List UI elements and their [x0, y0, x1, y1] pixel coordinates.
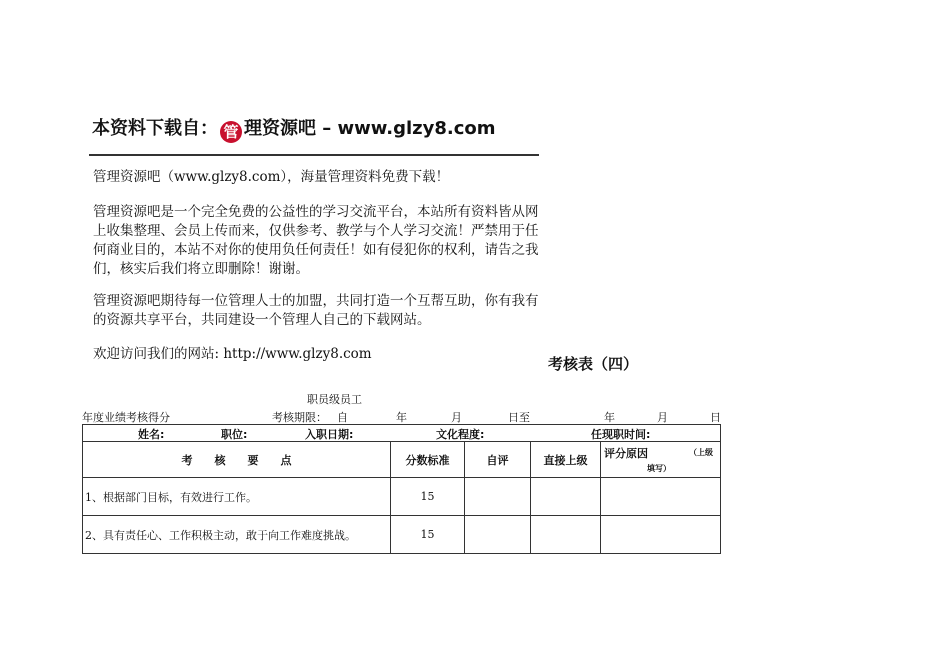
banner-prefix: 本资料下载自：	[92, 118, 218, 139]
score-standard-cell: 15	[391, 516, 465, 554]
period-month1: 月	[451, 411, 462, 424]
criterion-cell: 2、具有责任心、工作积极主动，敢于向工作难度挑战。	[83, 516, 391, 554]
period-from: 自	[337, 411, 348, 424]
info-row	[83, 425, 721, 442]
education-field[interactable]: 文化程度:	[436, 428, 485, 441]
reason-cell[interactable]	[601, 516, 721, 554]
points-header: 考 核 要 点	[83, 442, 391, 478]
banner-url[interactable]: www.glzy8.com	[337, 118, 496, 139]
logo-icon: 管	[220, 121, 242, 143]
entry-date-field[interactable]: 入职日期:	[305, 428, 354, 441]
superior-score-cell[interactable]	[531, 478, 601, 516]
table-row	[83, 516, 721, 554]
standard-header: 分数标准	[391, 442, 465, 478]
self-score-cell[interactable]	[465, 516, 531, 554]
banner-divider	[89, 154, 539, 156]
reason-note-2: 填写）	[647, 464, 671, 473]
self-header: 自评	[465, 442, 531, 478]
download-banner	[92, 114, 542, 144]
period-label: 考核期限：	[272, 411, 327, 424]
banner-site-name: 理资源吧	[244, 118, 316, 139]
superior-score-cell[interactable]	[531, 516, 601, 554]
position-field[interactable]: 职位:	[221, 428, 248, 441]
intro-disclaimer: 管理资源吧是一个完全免费的公益性的学习交流平台，本站所有资料皆从网上收集整理、会员上传而来，仅供参考、教学与个人学习交流！严禁用于任何商业目的，本站不对你的使用负任何责任！如有侵犯你的权利，请告之我们，核实后我们将立即删除！谢谢。	[93, 204, 539, 277]
reason-note-1: （上级	[689, 448, 713, 457]
assessment-table	[82, 424, 721, 554]
form-title: 考核表（四）	[548, 355, 639, 373]
superior-header: 直接上级	[531, 442, 601, 478]
intro-line: 管理资源吧（www.glzy8.com），海量管理资料免费下载！	[93, 169, 450, 185]
intro-invitation: 管理资源吧期待每一位管理人士的加盟，共同打造一个互帮互助，你有我有的资源共享平台，共同建设一个管理人自己的下载网站。	[93, 293, 539, 328]
self-score-cell[interactable]	[465, 478, 531, 516]
intro-visit-link[interactable]: 欢迎访问我们的网站: http://www.glzy8.com	[93, 346, 372, 362]
name-field[interactable]: 姓名:	[138, 428, 165, 441]
period-year2: 年	[604, 411, 615, 424]
table-row	[83, 478, 721, 516]
reason-cell[interactable]	[601, 478, 721, 516]
banner-dash: –	[316, 118, 338, 139]
period-month2: 月	[657, 411, 668, 424]
reason-label: 评分原因	[604, 447, 648, 460]
reason-header	[601, 442, 721, 478]
criterion-cell: 1、根据部门目标，有效进行工作。	[83, 478, 391, 516]
period-day2: 日	[710, 411, 721, 424]
annual-score-label: 年度业绩考核得分	[82, 411, 170, 424]
tenure-field[interactable]: 任现职时间:	[591, 428, 651, 441]
period-day-to: 日至	[508, 411, 530, 424]
staff-level: 职员级员工	[307, 393, 362, 406]
period-year1: 年	[396, 411, 407, 424]
column-header-row	[83, 442, 721, 478]
score-standard-cell: 15	[391, 478, 465, 516]
